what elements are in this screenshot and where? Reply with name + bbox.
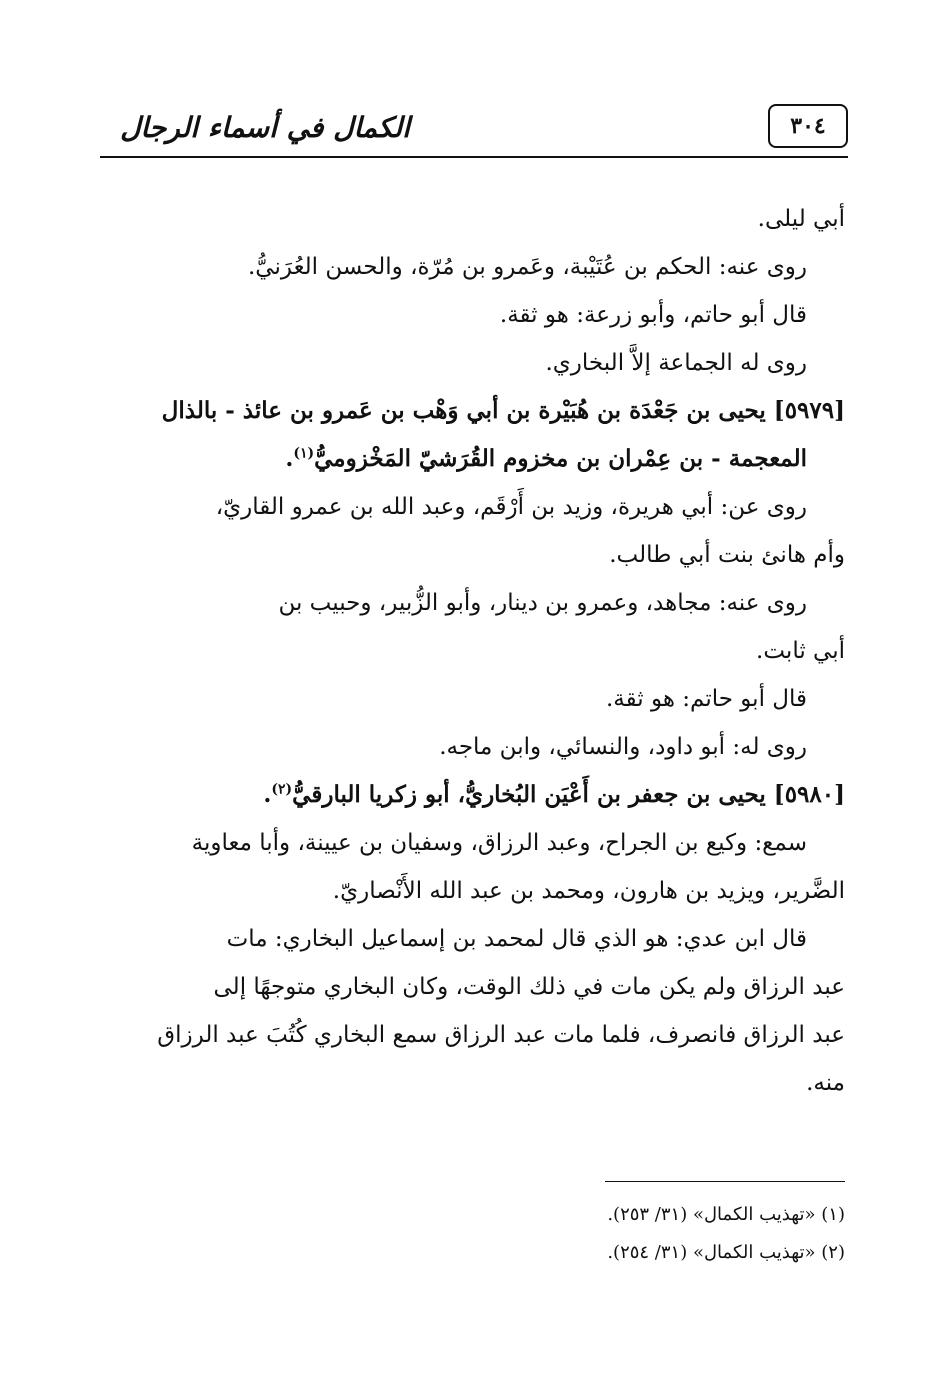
full-stop: . — [285, 445, 294, 472]
text-line: روى له: أبو داود، والنسائي، وابن ماجه. — [439, 734, 807, 760]
footnotes — [100, 1196, 845, 1272]
full-stop: . — [263, 781, 272, 808]
text-line: أبي ليلى. — [757, 206, 845, 232]
text-line: قال ابن عدي: هو الذي قال لمحمد بن إسماعيل البخاري: مات — [226, 926, 807, 952]
footnote-1: (١) «تهذيب الكمال» (٣١/ ٢٥٣). — [607, 1204, 845, 1225]
entry-heading-5980 — [100, 771, 845, 819]
text-line: أبي ثابت. — [756, 638, 845, 664]
text-line: عبد الرزاق فانصرف، فلما مات عبد الرزاق سمع البخاري كُتُبَ عبد الرزاق — [157, 1022, 845, 1048]
footnote-divider — [605, 1181, 845, 1182]
footnote-ref-1[interactable]: (١) — [293, 445, 315, 462]
page-header — [100, 100, 848, 160]
text-line: قال أبو حاتم: هو ثقة. — [605, 686, 807, 712]
heading-text: [٥٩٨٠] يحيى بن جعفر بن أَعْيَن البُخاريُّ، أبو زكريا البارقيُّ — [292, 781, 845, 808]
footnote-ref-2[interactable]: (٢) — [271, 781, 293, 798]
heading-text: المعجمة - بن عِمْران بن مخزوم القُرَشيّ المَخْزوميُّ — [314, 445, 807, 472]
text-line: الضَّرير، ويزيد بن هارون، ومحمد بن عبد الله الأَنْصاريّ. — [332, 878, 845, 904]
page-number: ٣٠٤ — [768, 104, 848, 148]
text-line: روى عن: أبي هريرة، وزيد بن أَرْقَم، وعبد الله بن عمرو القاريّ، — [215, 494, 807, 520]
text-line: قال أبو حاتم، وأبو زرعة: هو ثقة. — [499, 302, 807, 328]
text-line: منه. — [806, 1070, 845, 1096]
text-line: روى عنه: الحكم بن عُتَيْبة، وعَمرو بن مُرّة، والحسن العُرَنيُّ. — [248, 254, 807, 280]
text-line: عبد الرزاق ولم يكن مات في ذلك الوقت، وكان البخاري متوجهًا إلى — [213, 974, 845, 1000]
text-line: روى له الجماعة إلاَّ البخاري. — [545, 350, 807, 376]
header-divider — [100, 156, 848, 158]
entry-heading-5979-cont — [100, 435, 845, 483]
main-text — [100, 195, 845, 1107]
text-line: سمع: وكيع بن الجراح، وعبد الرزاق، وسفيان بن عيينة، وأبا معاوية — [191, 830, 807, 856]
text-line: وأم هانئ بنت أبي طالب. — [609, 542, 845, 568]
footnote-2: (٢) «تهذيب الكمال» (٣١/ ٢٥٤). — [607, 1242, 845, 1263]
text-line: روى عنه: مجاهد، وعمرو بن دينار، وأبو الزُّبير، وحبيب بن — [278, 590, 807, 616]
book-title: الكمال في أسماء الرجال — [120, 111, 410, 144]
entry-heading-5979: [٥٩٧٩] يحيى بن جَعْدَة بن هُبَيْرة بن أبي وَهْب بن عَمرو بن عائذ - بالذال — [161, 397, 845, 424]
